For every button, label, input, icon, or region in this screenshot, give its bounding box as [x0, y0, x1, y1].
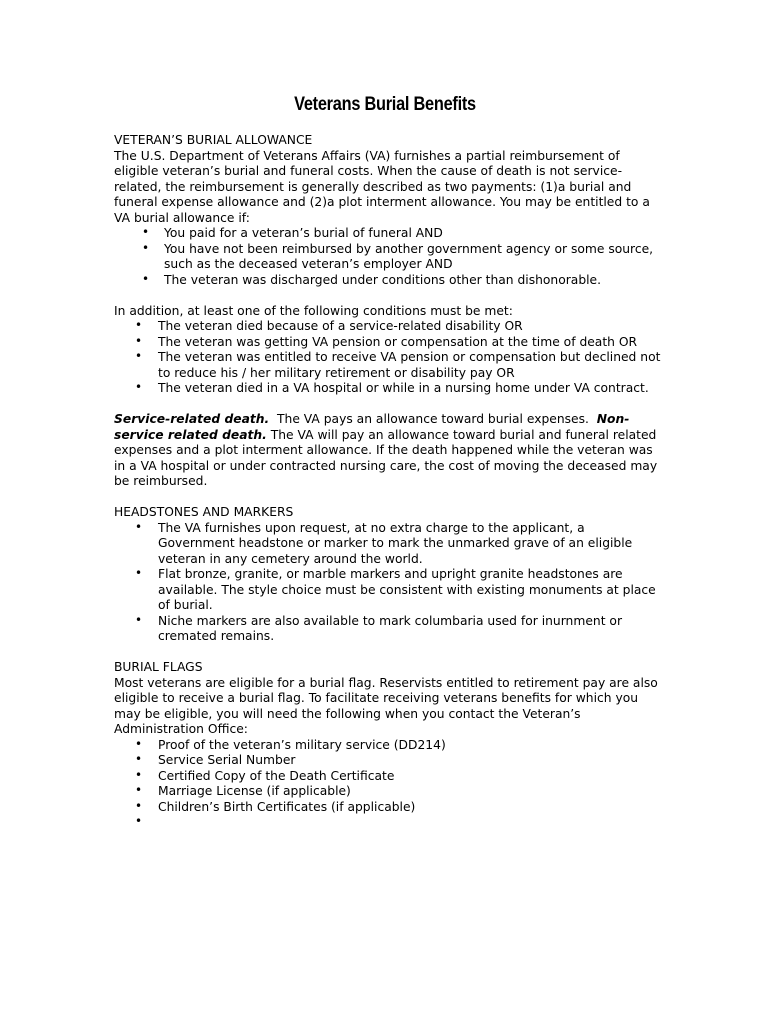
list-item — [114, 815, 664, 831]
bullet-icon: • — [135, 519, 143, 534]
bullet-icon: • — [135, 752, 143, 766]
bullet-icon: • — [142, 225, 150, 239]
allowance-heading: VETERAN’S BURIAL ALLOWANCE — [114, 133, 313, 147]
allowance-list — [114, 226, 664, 288]
list-item: • You paid for a veteran’s burial of funeral AND — [142, 225, 443, 240]
list-item: • The veteran was getting VA pension or compensation at the time of death OR — [135, 333, 638, 349]
bullet-icon: • — [135, 736, 143, 751]
conditions-list — [114, 319, 664, 397]
bullet-icon: • — [135, 767, 143, 782]
list-item: • Certified Copy of the Death Certificate — [135, 767, 395, 783]
service-related-label: Service-related death. — [114, 412, 270, 426]
non-service-related-label: Non-service related death. — [114, 412, 630, 442]
headstones-list — [114, 521, 664, 645]
bullet-icon: • — [142, 271, 150, 286]
bullet-icon: • — [135, 783, 143, 797]
flags-intro: Most veterans are eligible for a burial flag. Reservists entitled to retirement pay are also eligible to receive a burial flag. To facilitate receiving veterans benefits for which you may be eligible, you will need the following when you contact the Veteran’s Administration Office: — [114, 675, 658, 736]
flags-heading: BURIAL FLAGS — [114, 660, 203, 674]
bullet-icon: • — [135, 349, 143, 363]
list-item: • Flat bronze, granite, or marble markers and upright granite headstones are available. The style choice must be consistent with existing monuments at place of burial. — [135, 566, 656, 612]
bullet-icon: • — [135, 318, 143, 332]
list-item: • The veteran was entitled to receive VA pension or compensation but declined not to reduce his / her military retirement or disability pay OR — [135, 349, 661, 380]
document-title: Veterans Burial Benefits — [294, 94, 476, 115]
list-item: • Niche markers are also available to mark columbaria used for inurnment or cremated remains. — [135, 612, 622, 643]
allowance-intro: The U.S. Department of Veterans Affairs (VA) furnishes a partial reimbursement of eligible veteran’s burial and funeral costs. When the cause of death is not service-related, the reimbursement is generally described as two payments: (1)a burial and funeral expense allowance and (2)a plot interment allowance. You may be entitled to a VA burial allowance if: — [114, 148, 650, 225]
non-service-related-text: The VA will pay an allowance toward burial and funeral related expenses and a plot interment allowance. If the death happened while the veteran was in a VA hospital or under contracted nursing care, the cost of moving the deceased may be reimbursed. — [114, 427, 658, 488]
bullet-icon: • — [135, 566, 143, 580]
list-item: • The veteran died because of a service-related disability OR — [135, 318, 523, 333]
list-item: • The veteran was discharged under conditions other than dishonorable. — [142, 271, 602, 287]
document-body — [114, 133, 664, 831]
list-item: • The veteran died in a VA hospital or while in a nursing home under VA contract. — [135, 380, 649, 395]
flags-list — [114, 738, 664, 831]
list-item: • Service Serial Number — [135, 752, 296, 767]
list-item: • Proof of the veteran’s military service (DD214) — [135, 736, 446, 752]
bullet-icon: • — [135, 814, 143, 828]
bullet-icon: • — [142, 240, 150, 255]
list-item: • Children’s Birth Certificates (if applicable) — [135, 798, 416, 814]
death-types-paragraph — [114, 412, 664, 490]
bullet-icon: • — [135, 612, 143, 627]
list-item: • You have not been reimbursed by another government agency or some source, such as the deceased veteran’s employer AND — [142, 240, 654, 271]
bullet-icon: • — [135, 333, 143, 348]
service-related-text: The VA pays an allowance toward burial expenses. — [269, 412, 597, 426]
bullet-icon: • — [135, 798, 143, 813]
bullet-icon: • — [135, 380, 143, 394]
list-item: • The VA furnishes upon request, at no extra charge to the applicant, a Government headstone or marker to mark the unmarked grave of an eligible veteran in any cemetery around the world. — [135, 519, 633, 566]
conditions-intro: In addition, at least one of the following conditions must be met: — [114, 303, 513, 318]
list-item: • Marriage License (if applicable) — [135, 783, 351, 798]
headstones-heading: HEADSTONES AND MARKERS — [114, 505, 294, 519]
